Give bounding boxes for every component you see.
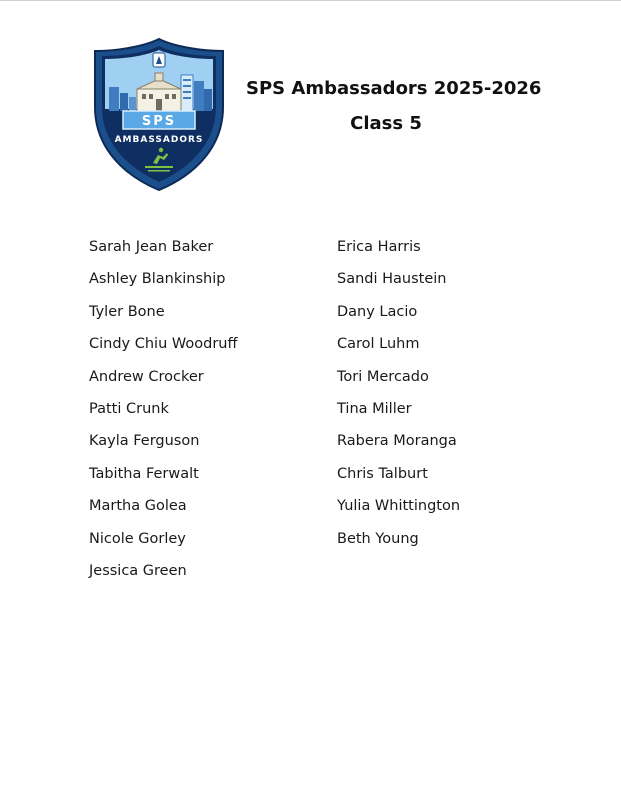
logo-banner-text: SPS [141, 114, 177, 129]
roster-name: Cindy Chiu Woodruff [89, 336, 238, 353]
roster-name: Kayla Ferguson [89, 433, 200, 450]
roster-name: Jessica Green [89, 562, 187, 579]
roster-name: Tyler Bone [89, 303, 165, 320]
roster-name: Patti Crunk [89, 400, 169, 417]
page-title: SPS Ambassadors 2025-2026 [246, 78, 542, 99]
roster-name: Sarah Jean Baker [89, 239, 214, 255]
roster-name: Ashley Blankinship [89, 271, 226, 288]
roster-name: Yulia Whittington [337, 498, 461, 515]
roster-name: Dany Lacio [337, 303, 418, 320]
roster-name: Tori Mercado [337, 368, 429, 385]
sps-ambassadors-logo [93, 37, 225, 192]
page-top-border [0, 0, 621, 1]
roster-right-column [337, 236, 460, 560]
roster-name: Carol Luhm [337, 336, 420, 353]
roster-name: Tabitha Ferwalt [89, 465, 199, 482]
roster-name: Sandi Haustein [337, 271, 447, 288]
roster-name: Beth Young [337, 530, 419, 547]
logo-label-text: AMBASSADORS [114, 135, 204, 145]
roster-name: Rabera Moranga [337, 433, 457, 450]
roster-name: Chris Talburt [337, 465, 428, 482]
roster-name: Andrew Crocker [89, 368, 204, 385]
roster-name: Martha Golea [89, 498, 187, 515]
roster-name: Nicole Gorley [89, 530, 186, 547]
page-subtitle: Class 5 [350, 113, 422, 134]
roster-name: Erica Harris [337, 239, 421, 255]
roster-left-column [89, 236, 237, 592]
roster-name: Tina Miller [337, 400, 412, 417]
